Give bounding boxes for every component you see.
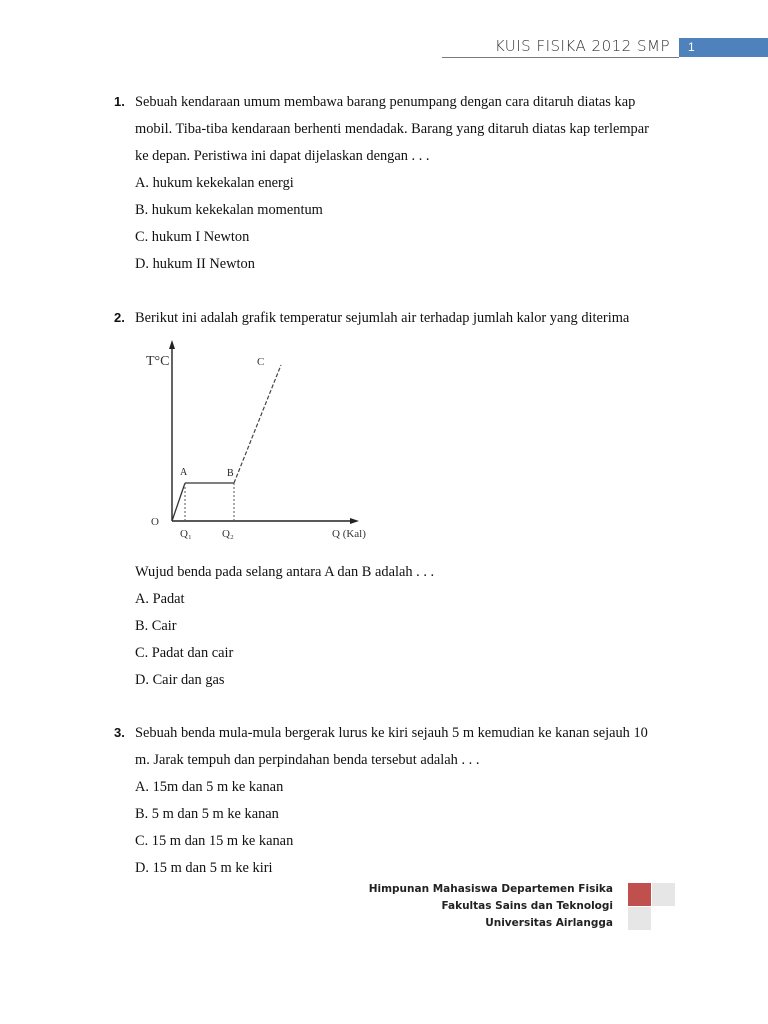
question-text: Berikut ini adalah grafik temperatur sejumlah air terhadap jumlah kalor yang diterima [135,310,630,326]
footer-organization [369,881,613,932]
option-d: D. 15 m dan 5 m ke kiri [135,860,273,876]
y-axis-arrow [169,340,175,349]
point-label-c: C [257,356,265,368]
question-number: 1. [114,94,125,109]
option-b: B. 5 m dan 5 m ke kanan [135,806,279,822]
question-text: Wujud benda pada selang antara A dan B adalah . . . [135,564,435,580]
option-c: C. Padat dan cair [135,645,234,661]
option-a: A. 15m dan 5 m ke kanan [135,779,284,795]
question-text: mobil. Tiba-tiba kendaraan berhenti mendadak. Barang yang ditaruh diatas kap terlempar [135,121,649,137]
temperature-heat-graph [140,335,400,550]
point-label-b: B [227,468,234,479]
footer-square-gray [628,907,651,930]
question-text: ke depan. Peristiwa ini dapat dijelaskan dengan . . . [135,148,430,164]
option-a: A. hukum kekekalan energi [135,175,294,191]
option-c: C. 15 m dan 15 m ke kanan [135,833,294,849]
page-number-badge: 1 [679,38,768,57]
option-b: B. Cair [135,618,177,634]
footer-line: Universitas Airlangga [485,917,613,929]
footer-line: Himpunan Mahasiswa Departemen Fisika [368,883,613,895]
tick-label-q1: Q₁ [180,528,192,540]
question-number: 2. [114,310,125,325]
option-a: A. Padat [135,591,185,607]
option-c: C. hukum I Newton [135,229,250,245]
question-text: m. Jarak tempuh dan perpindahan benda tersebut adalah . . . [135,752,480,768]
question-text: Sebuah kendaraan umum membawa barang penumpang dengan cara ditaruh diatas kap [135,94,636,110]
footer-line: Fakultas Sains dan Teknologi [441,900,613,912]
question-text: Sebuah benda mula-mula bergerak lurus ke kiri sejauh 5 m kemudian ke kanan sejauh 10 [135,725,648,741]
option-b: B. hukum kekekalan momentum [135,202,323,218]
footer-square-gray [652,883,675,906]
segment-o-a [172,483,185,521]
y-axis-label: T°C [146,354,170,369]
header-title: KUIS FISIKA 2012 SMP [494,37,670,55]
footer-square-red [628,883,651,906]
x-axis-label: Q (Kal) [332,528,366,540]
point-label-a: A [180,467,188,478]
option-d: D. Cair dan gas [135,672,225,688]
segment-b-c [234,365,281,483]
question-number: 3. [114,725,125,740]
option-d: D. hukum II Newton [135,256,255,272]
tick-label-q2: Q₂ [222,528,234,540]
origin-label: O [151,516,159,528]
x-axis-arrow [350,518,359,524]
header-rule [442,57,679,58]
